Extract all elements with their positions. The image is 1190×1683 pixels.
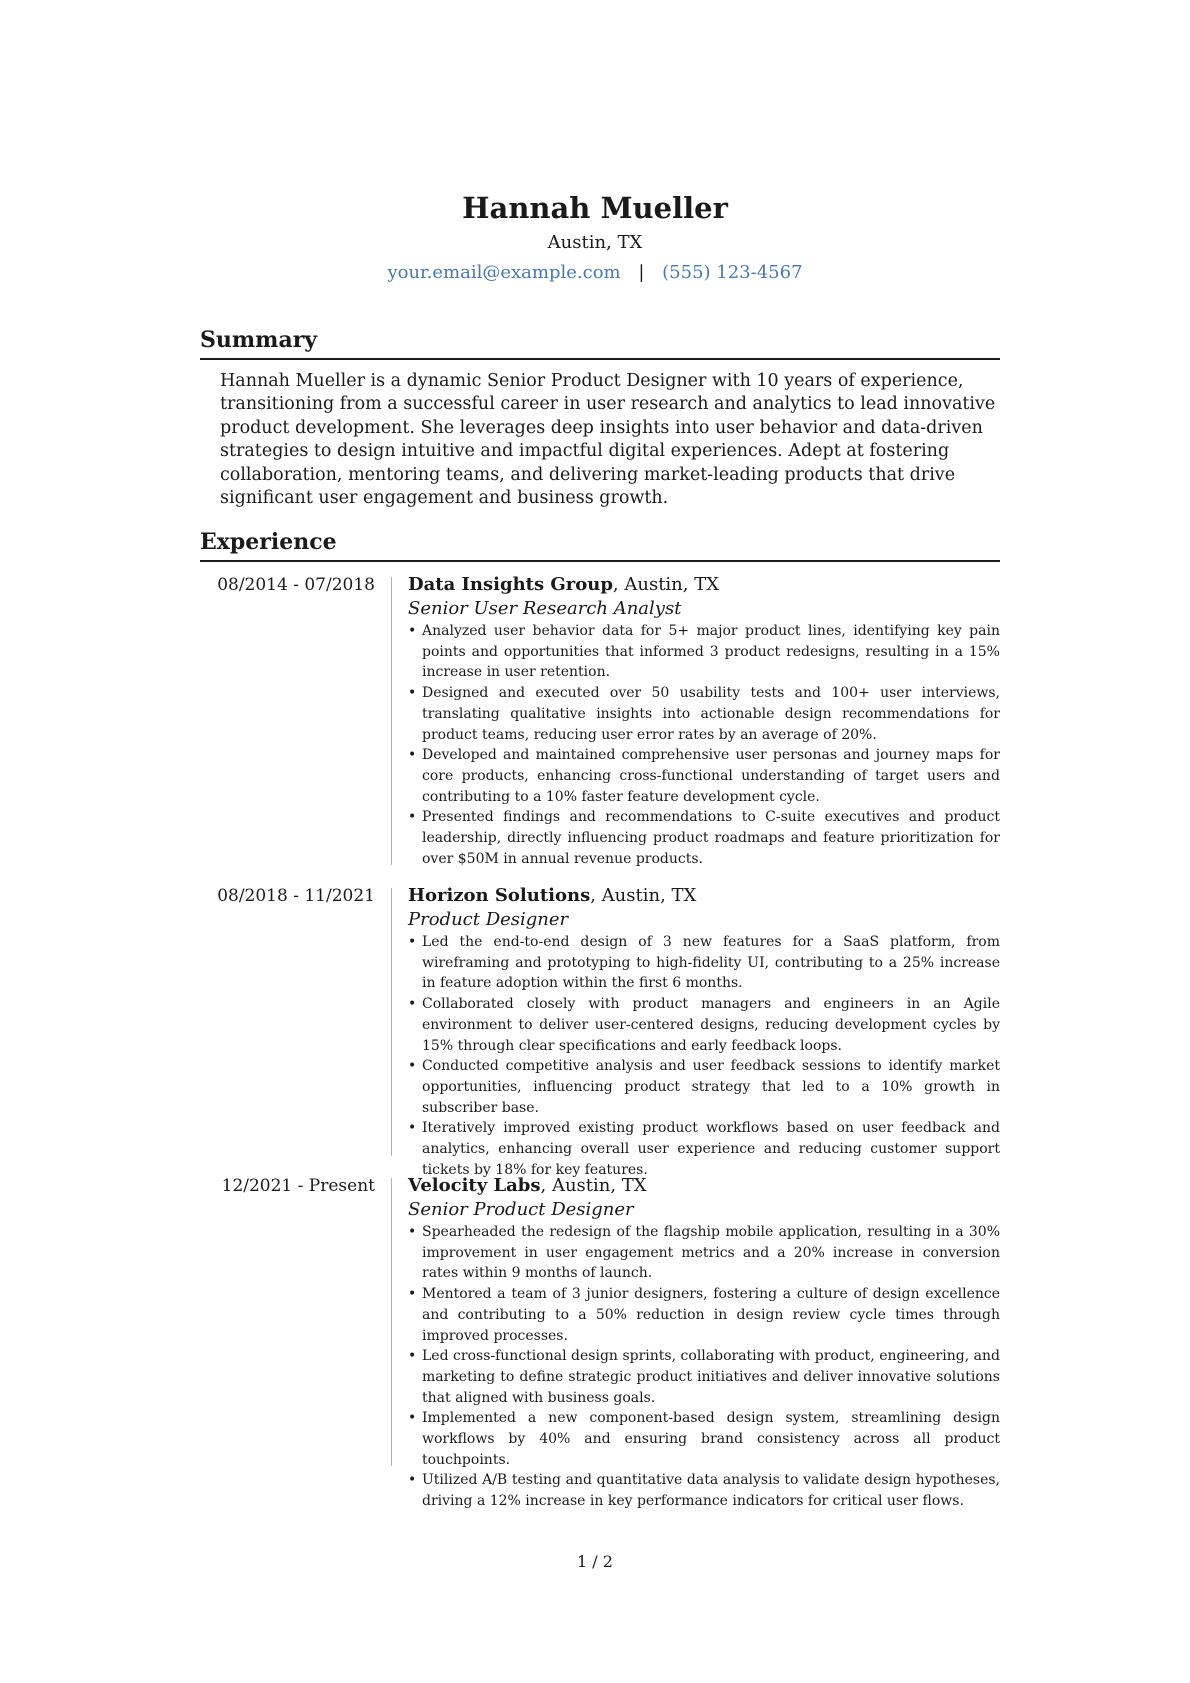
phone-link[interactable]: (555) 123-4567 xyxy=(662,262,803,283)
job-body xyxy=(408,573,1000,869)
experience-section xyxy=(200,527,1000,562)
job-location: , Austin, TX xyxy=(590,885,697,906)
summary-text: Hannah Mueller is a dynamic Senior Product Designer with 10 years of experience, transitioning from a successful career in user research and analytics to lead innovative product development. She leverages deep insights into user behavior and data-driven strategies to design intuitive and impactful digital experiences. Adept at fostering collaboration, mentoring teams, and delivering market-leading products that drive significant user engagement and business growth. xyxy=(220,371,996,509)
job-company-line xyxy=(408,573,1000,597)
bullet-item: • Led the end-to-end design of 3 new features for a SaaS platform, from wireframing and prototyping to high-fidelity UI, contributing to a 25% increase in feature adoption within the first 6 months. xyxy=(408,932,1000,994)
job-company: Data Insights Group xyxy=(408,574,613,595)
job-body xyxy=(408,1174,1000,1512)
job-role: Senior Product Designer xyxy=(408,1199,634,1220)
job-company-line xyxy=(408,884,1000,908)
job-bullets xyxy=(408,932,1000,1180)
timeline-divider xyxy=(391,577,392,865)
timeline-divider xyxy=(391,888,392,1156)
experience-title: Experience xyxy=(200,527,1000,562)
timeline-divider xyxy=(391,1178,392,1466)
contact-separator: | xyxy=(638,262,645,283)
bullet-item: • Collaborated closely with product managers and engineers in an Agile environment to deliver user-centered designs, reducing development cycles by 15% through clear specifications and early feedback loops. xyxy=(408,994,1000,1056)
email-link[interactable]: your.email@example.com xyxy=(387,262,621,283)
job-body xyxy=(408,884,1000,1180)
bullet-item: • Presented findings and recommendations to C-suite executives and product leadership, directly influencing product roadmaps and feature prioritization for over $50M in annual revenue products. xyxy=(408,807,1000,869)
bullet-item: • Designed and executed over 50 usability tests and 100+ user interviews, translating qualitative insights into actionable design recommendations for product teams, reducing user error rates by an average of 20%. xyxy=(408,683,1000,745)
bullet-item: • Implemented a new component-based design system, streamlining design workflows by 40% and ensuring brand consistency across all product touchpoints. xyxy=(408,1408,1000,1470)
job-location: , Austin, TX xyxy=(540,1175,647,1196)
bullet-item: • Led cross-functional design sprints, collaborating with product, engineering, and marketing to define strategic product initiatives and deliver innovative solutions that aligned with business goals. xyxy=(408,1346,1000,1408)
summary-title: Summary xyxy=(200,325,1000,360)
contact-line xyxy=(0,258,1190,288)
job-role: Senior User Research Analyst xyxy=(408,598,682,619)
bullet-item: • Iteratively improved existing product workflows based on user feedback and analytics, enhancing overall user experience and reducing customer support tickets by 18% for key features. xyxy=(408,1118,1000,1180)
summary-section xyxy=(200,325,1000,510)
candidate-name: Hannah Mueller xyxy=(462,191,728,225)
job-dates: 08/2018 - 11/2021 xyxy=(217,886,375,906)
bullet-item: • Conducted competitive analysis and user feedback sessions to identify market opportunities, influencing product strategy that led to a 10% growth in subscriber base. xyxy=(408,1056,1000,1118)
bullet-item: • Analyzed user behavior data for 5+ major product lines, identifying key pain points and opportunities that informed 3 product redesigns, resulting in a 15% increase in user retention. xyxy=(408,621,1000,683)
job-company: Velocity Labs xyxy=(408,1175,541,1196)
job-bullets xyxy=(408,1222,1000,1512)
bullet-item: • Utilized A/B testing and quantitative data analysis to validate design hypotheses, driving a 12% increase in key performance indicators for critical user flows. xyxy=(408,1470,1000,1511)
page-number: 1 / 2 xyxy=(577,1552,613,1571)
job-location: , Austin, TX xyxy=(612,574,720,595)
candidate-location: Austin, TX xyxy=(547,232,643,253)
job-dates: 08/2014 - 07/2018 xyxy=(217,575,375,595)
job-company: Horizon Solutions xyxy=(408,885,591,906)
job-dates: 12/2021 - Present xyxy=(221,1176,375,1196)
bullet-item: • Developed and maintained comprehensive user personas and journey maps for core products, enhancing cross-functional understanding of target users and contributing to a 10% faster feature development cycle. xyxy=(408,745,1000,807)
job-role: Product Designer xyxy=(408,909,569,930)
bullet-item: • Spearheaded the redesign of the flagship mobile application, resulting in a 30% improvement in user engagement metrics and a 20% increase in conversion rates within 9 months of launch. xyxy=(408,1222,1000,1284)
job-company-line xyxy=(408,1174,1000,1198)
bullet-item: • Mentored a team of 3 junior designers, fostering a culture of design excellence and contributing to a 50% reduction in design review cycle times through improved processes. xyxy=(408,1284,1000,1346)
job-bullets xyxy=(408,621,1000,869)
resume-header xyxy=(0,188,1190,288)
